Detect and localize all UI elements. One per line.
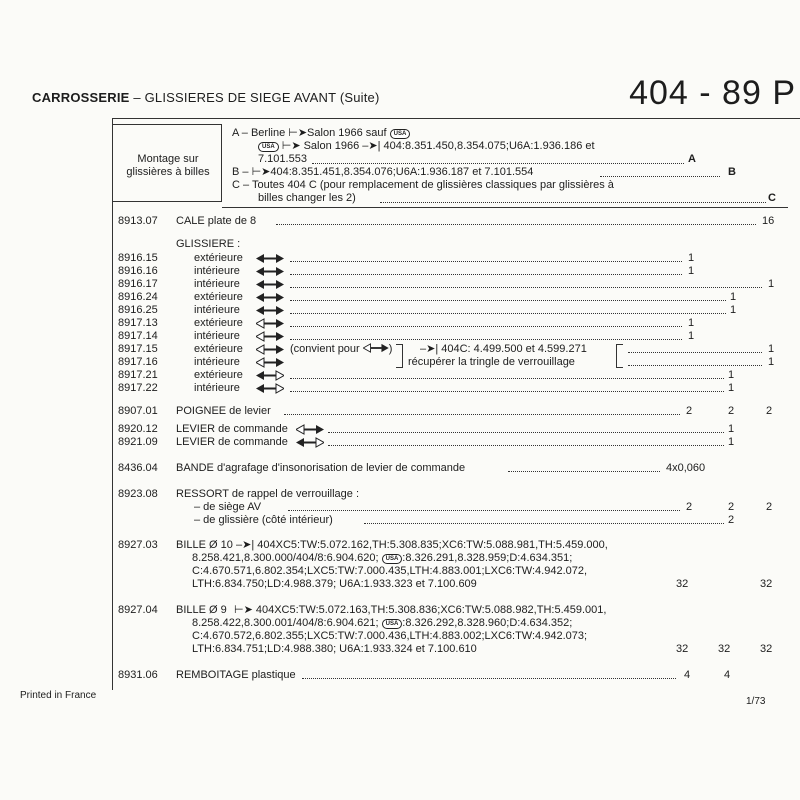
bille10-line2: 8.258.421,8.300.000/404/8:6.904.620; USA :8.326.291,8.328.959;D:4.634.351; [192,552,573,564]
bille10-qty-b: 32 [676,578,689,590]
usa-badge-icon: USA [382,619,403,629]
dot-leader [600,176,720,177]
dot-leader [276,215,756,225]
part-label: – de glissière (côté intérieur) [194,514,333,526]
part-label: BILLE Ø 10 [176,539,233,551]
dot-leader [284,405,680,415]
double-arrow-icon [296,424,324,435]
part-qty: 1 [728,382,735,394]
compat-note: (convient pour ) [290,343,393,355]
double-arrow-icon [256,344,284,355]
dot-leader [290,304,726,314]
dot-leader [380,202,766,203]
part-label: intérieure [194,265,240,277]
part-qty: 2 [728,514,735,526]
part-number: 8917.14 [118,330,158,342]
montage-rule [222,207,788,208]
bille10-qty-d: 32 [760,578,773,590]
parts-row [0,462,800,475]
part-qty-b: 2 [686,501,693,513]
parts-row [0,252,800,265]
part-number: 8916.24 [118,291,158,303]
bille9-line3: C:4.670.572,6.802.355;LXC5:TW:7.000.436,LTH:4.883.002;LXC6:TW:4.942.073; [192,630,588,642]
parts-row [0,405,800,418]
part-qty: 16 [762,215,775,227]
part-qty: 1 [728,423,735,435]
variant-tag-a: A [688,153,696,165]
part-number: 8913.07 [118,215,158,227]
part-label: POIGNEE de levier [176,405,271,417]
part-qty-c: 2 [728,501,735,513]
parts-row [0,304,800,317]
header-rule [112,118,800,119]
printed-note: Printed in France [20,690,97,701]
part-number: 8916.16 [118,265,158,277]
part-qty-d: 2 [766,405,773,417]
part-label: BILLE Ø 9 [176,604,227,616]
bracket-left [396,344,403,368]
parts-row [0,278,800,291]
part-label: extérieure [194,317,243,329]
part-number: 8917.15 [118,343,158,355]
dot-leader [288,501,680,511]
dot-leader [364,514,724,524]
part-number: 8436.04 [118,462,158,474]
page-number: 1/73 [746,696,766,707]
compat-note-line1: –➤| 404C: 4.499.500 et 4.599.271 [420,343,587,355]
dot-leader [328,423,724,433]
parts-row [0,514,800,527]
part-qty-c: 2 [728,405,735,417]
part-qty: 1 [730,291,737,303]
dot-leader [290,369,724,379]
dot-leader [290,330,682,340]
part-number: 8917.16 [118,356,158,368]
part-number: 8907.01 [118,405,158,417]
variant-tag-c: C [768,192,776,204]
parts-row [0,436,800,449]
montage-label-line1: Montage sur [137,153,199,165]
part-qty: 1 [768,278,775,290]
part-label: intérieure [194,356,240,368]
part-number: 8931.06 [118,669,158,681]
montage-a-line1: A – Berline ⊢➤Salon 1966 sauf USA [232,127,792,140]
part-number: 8927.03 [118,539,158,551]
bille9-line1: ⊢➤ 404XC5:TW:5.072.163,TH:5.308.836;XC6:TW:5.088.982,TH:5.459.001, [234,604,607,616]
part-qty: 1 [688,252,695,264]
double-arrow-icon [256,253,284,264]
parts-row [0,265,800,278]
montage-label [118,153,218,179]
double-arrow-icon [256,279,284,290]
parts-row [0,215,800,228]
part-number: 8923.08 [118,488,158,500]
dot-leader [508,462,660,472]
part-number: 8927.04 [118,604,158,616]
part-label: RESSORT de rappel de verrouillage : [176,488,360,500]
part-qty: 1 [728,436,735,448]
part-label: intérieure [194,382,240,394]
part-label: intérieure [194,304,240,316]
double-arrow-icon [256,292,284,303]
dot-leader [290,382,724,392]
part-qty: 1 [768,356,775,368]
dot-leader [328,436,724,446]
part-number: 8916.15 [118,252,158,264]
part-number: 8916.17 [118,278,158,290]
dot-leader [628,356,762,366]
montage-c-line2: billes changer les 2) [258,192,356,204]
section-title-bold: CARROSSERIE [32,90,130,105]
double-arrow-icon [256,305,284,316]
bille9-line4: LTH:6.834.751;LD:4.988.380; U6A:1.933.324 et 7.100.610 [192,643,477,655]
parts-row [0,382,800,395]
parts-row [0,317,800,330]
dot-leader [290,265,682,275]
part-number: 8917.13 [118,317,158,329]
parts-row [0,330,800,343]
part-number: 8917.22 [118,382,158,394]
part-label: BANDE d'agrafage d'insonorisation de levier de commande [176,462,466,474]
variant-tag-b: B [728,166,736,178]
part-qty-d: 2 [766,501,773,513]
page-id: 404 - 89 P [629,74,796,112]
group-heading [0,238,800,251]
part-label: LEVIER de commande [176,423,288,435]
double-arrow-icon [363,343,389,353]
part-label: extérieure [194,369,243,381]
dot-leader [628,343,762,353]
montage-label-line2: glissières à billes [126,166,210,178]
double-arrow-icon [256,383,284,394]
part-label: extérieure [194,343,243,355]
part-qty-b: 2 [686,405,693,417]
part-number: 8916.25 [118,304,158,316]
part-label: extérieure [194,291,243,303]
bille9-qty-c: 32 [718,643,731,655]
part-qty: 1 [688,265,695,277]
part-qty: 4x0,060 [666,462,706,474]
dot-leader [290,291,726,301]
double-arrow-icon [296,437,324,448]
dot-leader [312,163,684,164]
part-number: 8921.09 [118,436,158,448]
section-title [32,90,380,105]
group-label: GLISSIERE : [176,238,241,250]
bille9-line2: 8.258.422,8.300.001/404/8:6.904.621; USA :8.326.292,8.328.960;D:4.634.352; [192,617,573,629]
double-arrow-icon [256,370,284,381]
bille10-line4: LTH:6.834.750;LD:4.988.379; U6A:1.933.323 et 7.100.609 [192,578,477,590]
part-qty: 1 [688,330,695,342]
parts-row [0,369,800,382]
usa-badge-icon: USA [390,129,411,139]
parts-row [0,501,800,514]
double-arrow-icon [256,318,284,329]
dot-leader [290,317,682,327]
bracket-right [616,344,623,368]
bille9-qty-b: 32 [676,643,689,655]
parts-row [0,669,800,682]
part-qty: 1 [730,304,737,316]
part-label: intérieure [194,330,240,342]
parts-row [0,488,800,501]
montage-c-line1: C – Toutes 404 C (pour remplacement de glissières classiques par glissières à [232,179,614,191]
dot-leader [290,252,682,262]
montage-b-line: B – ⊢➤404:8.351.451,8.354.076;U6A:1.936.187 et 7.101.554 [232,166,534,178]
parts-row [0,291,800,304]
part-qty: 1 [768,343,775,355]
part-label: CALE plate de 8 [176,215,257,227]
part-label: – de siège AV [194,501,262,513]
montage-a-line2: USA ⊢➤ Salon 1966 –➤| 404:8.351.450,8.354.075;U6A:1.936.186 et [258,140,800,153]
dot-leader [302,669,676,679]
compat-note-line2: récupérer la tringle de verrouillage [408,356,575,368]
part-qty-b: 4 [684,669,691,681]
part-label: REMBOITAGE plastique [176,669,296,681]
dot-leader [290,278,762,288]
double-arrow-icon [256,266,284,277]
bille9-qty-d: 32 [760,643,773,655]
double-arrow-icon [256,331,284,342]
part-label: intérieure [194,278,240,290]
double-arrow-icon [256,357,284,368]
bille10-line1: –➤| 404XC5:TW:5.072.162,TH:5.308.835;XC6:TW:5.088.981,TH:5.459.000, [236,539,608,551]
usa-badge-icon: USA [258,142,279,152]
part-qty: 1 [688,317,695,329]
part-label: LEVIER de commande [176,436,288,448]
part-number: 8917.21 [118,369,158,381]
parts-row [0,423,800,436]
bille10-line3: C:4.670.571,6.802.354;LXC5:TW:7.000.435,LTH:4.883.001;LXC6:TW:4.942.072, [192,565,588,577]
section-title-rest: – GLISSIERES DE SIEGE AVANT (Suite) [129,90,380,105]
part-qty: 1 [728,369,735,381]
usa-badge-icon: USA [382,554,403,564]
montage-a-line3: 7.101.553 [258,153,307,165]
part-number: 8920.12 [118,423,158,435]
part-qty-c: 4 [724,669,731,681]
part-label: extérieure [194,252,243,264]
